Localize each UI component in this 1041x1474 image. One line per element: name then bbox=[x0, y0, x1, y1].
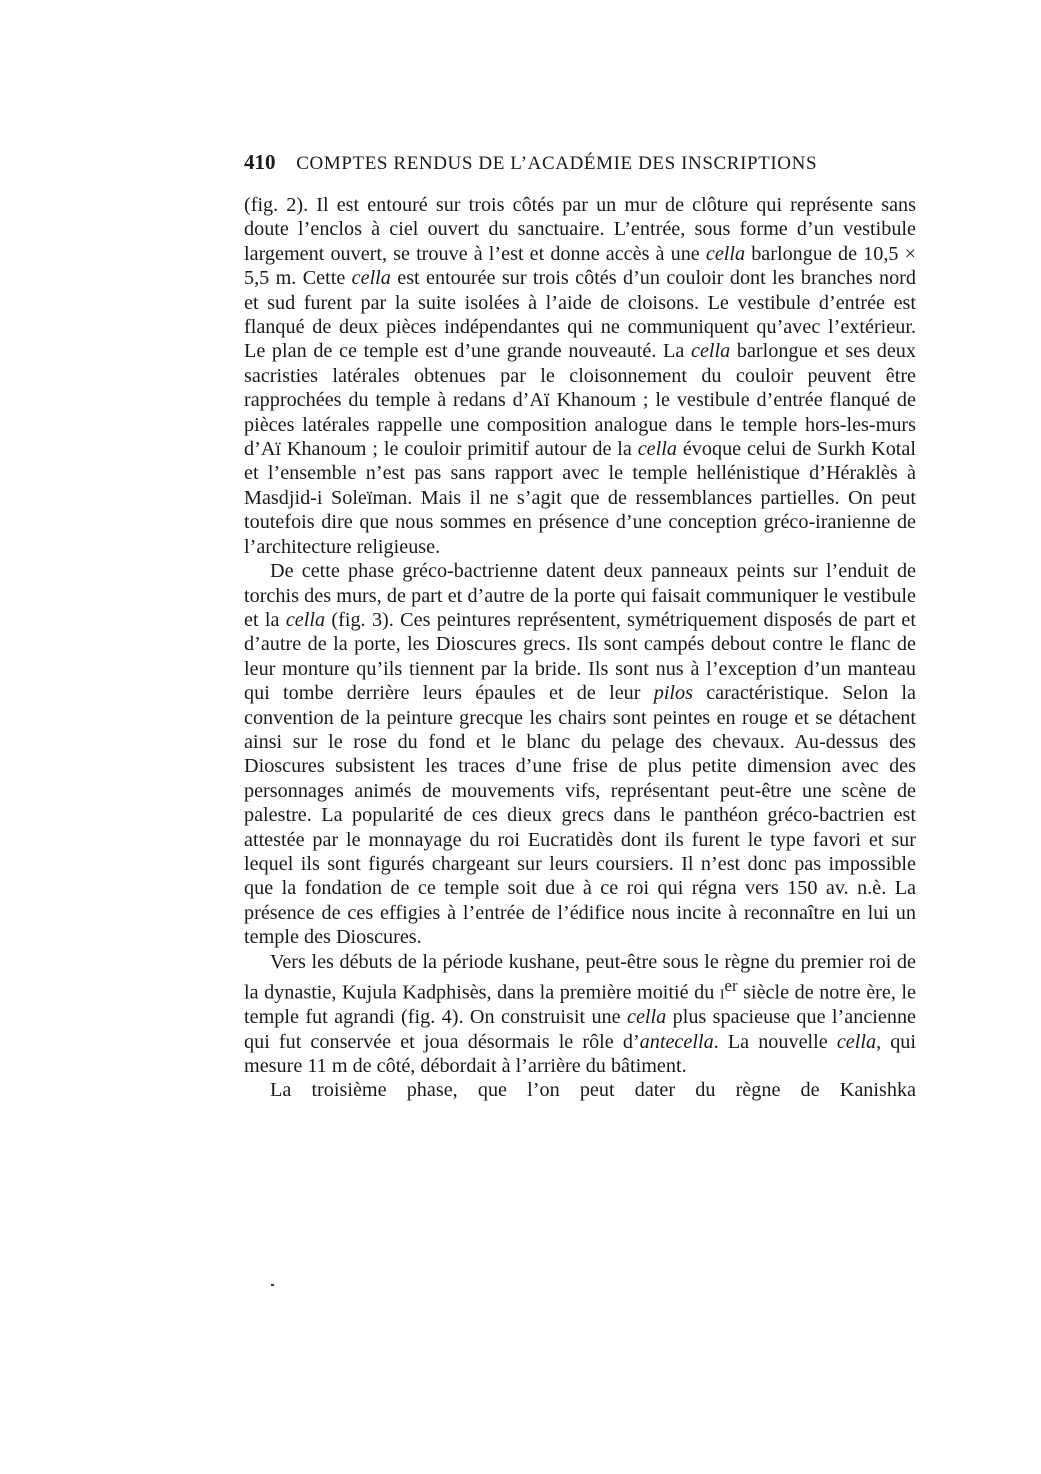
text-run: barlongue et ses deux sacristies latérales obtenues par le cloisonnement du couloir peuvent être rapprochées du temple à redans d’Aï Khanoum ; le vestibule d’entrée flanqué de pièces latérales rappelle une composition analogue dans le temple hors-les-murs d’Aï Khanoum ; le couloir primitif autour de la bbox=[244, 340, 916, 461]
italic-term: cella bbox=[285, 608, 326, 631]
text-run: Vers les débuts de la période kushane, peut-être sous le règne du premier roi de la dynastie, Kujula Kadphisès, dans la première moitié du bbox=[244, 950, 916, 1004]
italic-term: antecella bbox=[639, 1030, 714, 1053]
paragraph-4 bbox=[244, 1078, 916, 1102]
text-run: (fig. 2). Il est entouré sur trois côtés par un mur de clôture qui représente sans doute l’enclos à ciel ouvert du sanctuaire. L’entrée, sous forme d’un vestibule largement ouvert, se trouve à l’est et donne accès à une bbox=[244, 194, 916, 265]
page-number: 410 bbox=[244, 150, 276, 174]
italic-term: cella bbox=[836, 1030, 877, 1053]
page-header bbox=[244, 150, 916, 176]
italic-term: cella bbox=[627, 1006, 667, 1029]
text-run: (fig. 3). Ces peintures représentent, symétriquement disposés de part et d’autre de la porte, les Dioscures grecs. Ils sont campés debout contre le flanc de leur monture qu’ils tiennent par la bride. Ils sont nus à l’exception d’un manteau qui tombe derrière leurs épaules et de leur bbox=[244, 608, 916, 705]
paragraph-3 bbox=[244, 950, 916, 1079]
italic-term: cella bbox=[637, 438, 677, 461]
text-run: barlongue de 10,5 × 5,5 m. Cette bbox=[244, 242, 916, 290]
paragraph-2 bbox=[244, 559, 916, 950]
text-run: plus spacieuse que l’ancienne qui fut conservée et joua désormais le rôle d’ bbox=[244, 1006, 916, 1053]
italic-term: cella bbox=[705, 242, 746, 265]
text-run: est entourée sur trois côtés d’un couloir dont les branches nord et sud furent par la suite isolées à l’aide de cloisons. Le vestibule d’entrée est flanqué de deux pièces indépendantes qui ne communiquent qu’avec l’extérieur. Le plan de ce temple est d’une grande nouveauté. La bbox=[244, 267, 916, 363]
stray-print-mark bbox=[271, 1284, 274, 1286]
text-run: siècle de notre ère, le temple fut agrandi (fig. 4). On construisit une bbox=[244, 981, 916, 1029]
text-run: La troisième phase, que l’on peut dater du règne de Kanishka bbox=[270, 1079, 916, 1102]
italic-term: cella bbox=[351, 267, 391, 290]
text-run: . La nouvelle bbox=[713, 1030, 837, 1053]
text-run: caractéristique. Selon la convention de la peinture grecque les chairs sont peintes en rouge et se détachent ainsi sur le rose du fond et le blanc du pelage des chevaux. Au-dessus des Dioscures subsistent les traces d’une frise de plus petite dimension avec des personnages animés de mouvements vifs, représentant peut-être une scène de palestre. La popularité de ces dieux grecs dans le panthéon gréco-bactrien est attestée par le monnayage du roi Eucratidès dont ils furent le type favori et sur lequel ils sont figurés chargeant sur leurs coursiers. Il n’est donc pas impossible que la fondation de ce temple soit due à ce roi qui régna vers 150 av. n.è. La présence de ces effigies à l’entrée de l’édifice nous incite à reconnaître en lui un temple des Dioscures. bbox=[244, 682, 916, 949]
century-numeral: i bbox=[719, 981, 725, 1004]
running-head: COMPTES RENDUS DE L’ACADÉMIE DES INSCRIPTIONS bbox=[296, 153, 818, 174]
text-run: évoque celui de Surkh Kotal et l’ensemble n’est pas sans rapport avec le temple hellénistique d’Héraklès à Masdjid-i Soleïman. Mais il ne s’agit que de ressemblances partielles. On peut toutefois dire que nous sommes en présence d’une conception gréco-iranienne de l’architecture religieuse. bbox=[244, 438, 916, 558]
text-run: De cette phase gréco-bactrienne datent deux panneaux peints sur l’enduit de torchis des murs, de part et d’autre de la porte qui faisait communiquer le vestibule et la bbox=[244, 560, 916, 631]
italic-term: cella bbox=[690, 340, 731, 363]
text-run: , qui mesure 11 m de côté, débordait à l’arrière du bâtiment. bbox=[244, 1030, 917, 1077]
italic-term: pilos bbox=[653, 682, 693, 705]
body-text bbox=[244, 193, 916, 1103]
superscript: er bbox=[724, 976, 738, 995]
paragraph-1 bbox=[244, 193, 916, 559]
